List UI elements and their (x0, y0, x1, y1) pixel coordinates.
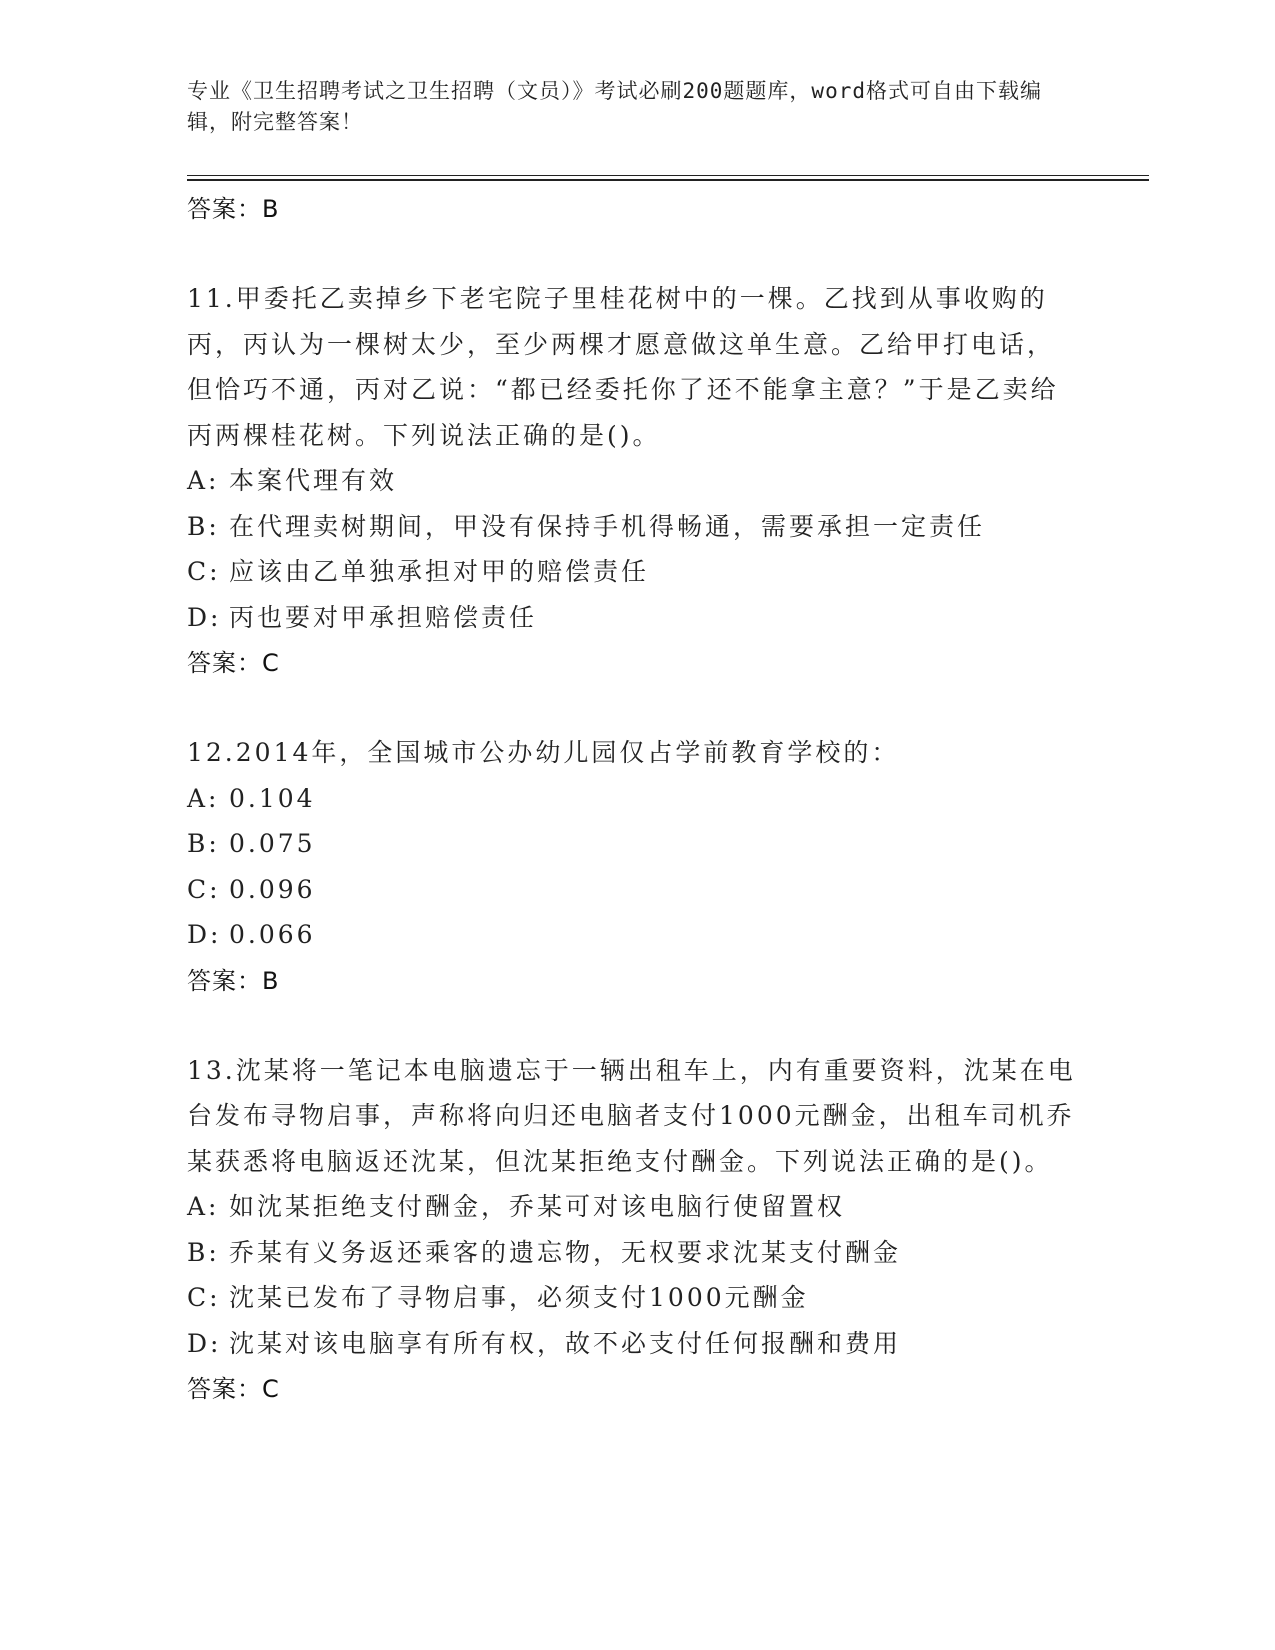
option-label: D: (187, 602, 222, 632)
option-label: B: (187, 1237, 220, 1267)
option-text: 丙也要对甲承担赔偿责任 (229, 602, 538, 632)
option-text: 0.096 (229, 874, 316, 904)
answer-line: 答案：C (187, 649, 280, 677)
option-label: C: (187, 1283, 221, 1312)
spacer (187, 686, 1077, 730)
question-text: 13.沈某将一笔记本电脑遗忘于一辆出租车上，内有重要资料，沈某在电台发布寻物启事，声称将向归还电脑者支付1000元酬金，出租车司机乔某获悉将电脑返还沈某，但沈某拒绝支付酬金。下列说法正确的是()。 (187, 1055, 1076, 1176)
question-text: 12.2014年，全国城市公办幼儿园仅占学前教育学校的： (187, 738, 900, 767)
answer-line: 答案：C (187, 1375, 280, 1403)
option-text: 乔某有义务返还乘客的遗忘物，无权要求沈某支付酬金 (229, 1237, 902, 1267)
option-label: A: (187, 466, 220, 495)
option-label: A: (187, 783, 220, 813)
option-b (187, 821, 1077, 867)
option-label: D: (187, 1328, 222, 1358)
spacer (187, 232, 1077, 276)
option-label: A: (187, 1192, 220, 1221)
header-divider-thick (187, 179, 1149, 181)
previous-answer: 答案：B (187, 195, 280, 223)
option-text: 如沈某拒绝支付酬金，乔某可对该电脑行使留置权 (229, 1192, 846, 1221)
option-text: 沈某已发布了寻物启事，必须支付1000元酬金 (229, 1283, 809, 1312)
option-text: 本案代理有效 (229, 466, 398, 495)
document-header: 专业《卫生招聘考试之卫生招聘（文员）》考试必刷200题题库，word格式可自由下载编辑，附完整答案！ (187, 79, 1042, 134)
option-label: C: (187, 874, 221, 904)
option-text: 0.066 (229, 920, 316, 949)
answer-line: 答案：B (187, 966, 280, 995)
header-divider-thin (187, 175, 1149, 176)
question-block (187, 730, 1077, 1004)
option-c (187, 549, 1077, 595)
option-label: C: (187, 557, 221, 586)
option-text: 0.104 (229, 783, 316, 813)
option-a (187, 776, 1077, 822)
option-d (187, 912, 1077, 958)
question-text: 11.甲委托乙卖掉乡下老宅院子里桂花树中的一棵。乙找到从事收购的丙，丙认为一棵树太少，至少两棵才愿意做这单生意。乙给甲打电话，但恰巧不通，丙对乙说：“都已经委托你了还不能拿主意？”于是乙卖给丙两棵桂花树。下列说法正确的是()。 (187, 284, 1059, 450)
spacer (187, 1004, 1077, 1048)
question-block (187, 1048, 1077, 1413)
question-block (187, 276, 1077, 686)
option-text: 沈某对该电脑享有所有权，故不必支付任何报酬和费用 (229, 1328, 902, 1358)
option-c (187, 1275, 1077, 1321)
option-label: B: (187, 511, 220, 541)
option-d (187, 595, 1077, 641)
option-b (187, 1230, 1077, 1276)
option-d (187, 1321, 1077, 1367)
option-a (187, 1184, 1077, 1230)
option-text: 应该由乙单独承担对甲的赔偿责任 (229, 557, 650, 586)
question-list (187, 186, 1077, 1412)
option-text: 0.075 (229, 829, 316, 858)
option-text: 在代理卖树期间，甲没有保持手机得畅通，需要承担一定责任 (229, 511, 986, 541)
option-b (187, 504, 1077, 550)
option-c (187, 867, 1077, 913)
option-label: B: (187, 829, 220, 858)
option-label: D: (187, 920, 222, 949)
option-a (187, 458, 1077, 504)
